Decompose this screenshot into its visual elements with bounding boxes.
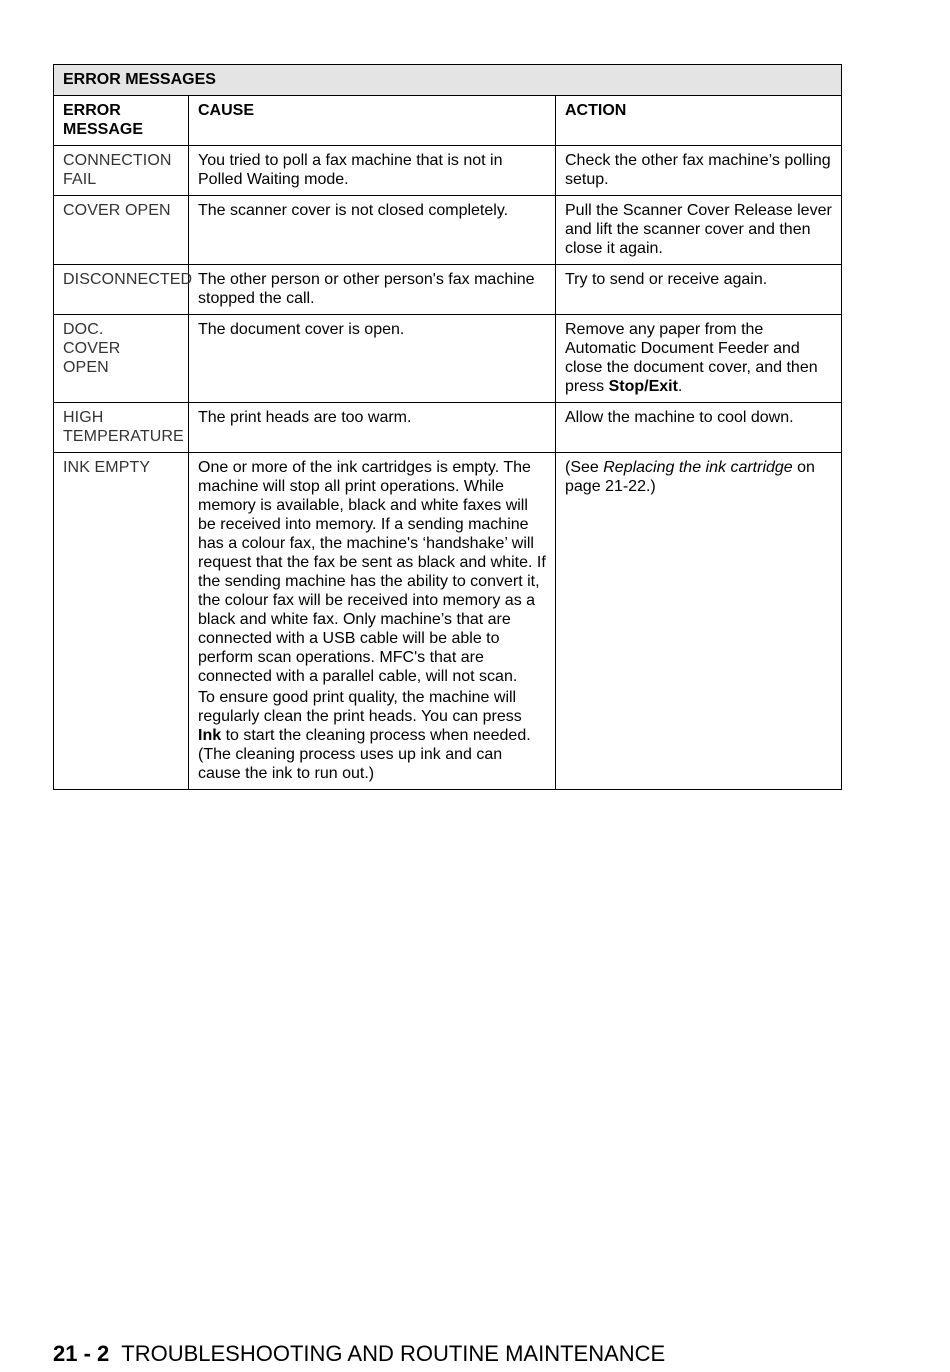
cause-paragraph: One or more of the ink cartridges is empty. The machine will stop all print operations. While memory is available, black and white faxes will be received into memory. If a sending machine has a colour fax, the machine's ‘handshake’ will request that the fax be sent as black and white. If the sending machine has the ability to convert it, the colour fax will be received into memory as a black and white fax. Only machine’s that are connected with a USB cable will be able to perform scan operations. MFC's that are connected with a parallel cable, will not scan. (198, 459, 546, 685)
table-title: ERROR MESSAGES (54, 65, 842, 96)
header-action: ACTION (556, 96, 842, 146)
error-code: HIGH TEMPERATURE (54, 403, 189, 453)
error-code: COVER OPEN (54, 196, 189, 265)
cause-text: To ensure good print quality, the machine will regularly clean the print heads. You can press (198, 689, 522, 725)
section-title: TROUBLESHOOTING AND ROUTINE MAINTENANCE (121, 1341, 666, 1366)
header-error-message (54, 96, 189, 146)
page-number: 21 - 2 (53, 1341, 110, 1366)
error-code: DOC. COVER OPEN (54, 315, 189, 403)
table-row (54, 315, 842, 403)
ink-key-label: Ink (198, 727, 222, 744)
error-action (556, 315, 842, 403)
error-action: Try to send or receive again. (556, 265, 842, 315)
error-code: INK EMPTY (54, 453, 189, 790)
error-cause: The other person or other person's fax machine stopped the call. (189, 265, 556, 315)
error-cause (189, 453, 556, 790)
stop-exit-key-label: Stop/Exit (608, 378, 678, 395)
error-action (556, 453, 842, 790)
table-row (54, 196, 842, 265)
header-error-message-label: ERROR MESSAGE (63, 102, 144, 138)
error-cause: You tried to poll a fax machine that is not in Polled Waiting mode. (189, 146, 556, 196)
action-text: (See (565, 459, 604, 476)
error-code: DISCONNECTED (54, 265, 189, 315)
error-code: CONNECTION FAIL (54, 146, 189, 196)
cause-text-end: to start the cleaning process when needed. (The cleaning process uses up ink and can cause the ink to run out.) (198, 727, 531, 782)
error-cause: The scanner cover is not closed completely. (189, 196, 556, 265)
table-header-row (54, 96, 842, 146)
error-cause: The document cover is open. (189, 315, 556, 403)
table-title-row (54, 65, 842, 96)
error-action: Check the other fax machine’s polling setup. (556, 146, 842, 196)
error-action: Pull the Scanner Cover Release lever and lift the scanner cover and then close it again. (556, 196, 842, 265)
table-row (54, 265, 842, 315)
action-text: Remove any paper from the Automatic Document Feeder and close the document cover, and then press (565, 321, 818, 395)
action-text-end: on page 21-22.) (565, 459, 815, 495)
error-messages-table (53, 64, 842, 790)
cause-paragraph (198, 688, 546, 783)
error-action: Allow the machine to cool down. (556, 403, 842, 453)
cross-reference-title: Replacing the ink cartridge (603, 459, 793, 476)
header-cause: CAUSE (189, 96, 556, 146)
error-cause: The print heads are too warm. (189, 403, 556, 453)
table-row (54, 403, 842, 453)
page-footer (53, 1341, 665, 1367)
action-text-end: . (677, 378, 683, 395)
table-row (54, 146, 842, 196)
table-row (54, 453, 842, 790)
